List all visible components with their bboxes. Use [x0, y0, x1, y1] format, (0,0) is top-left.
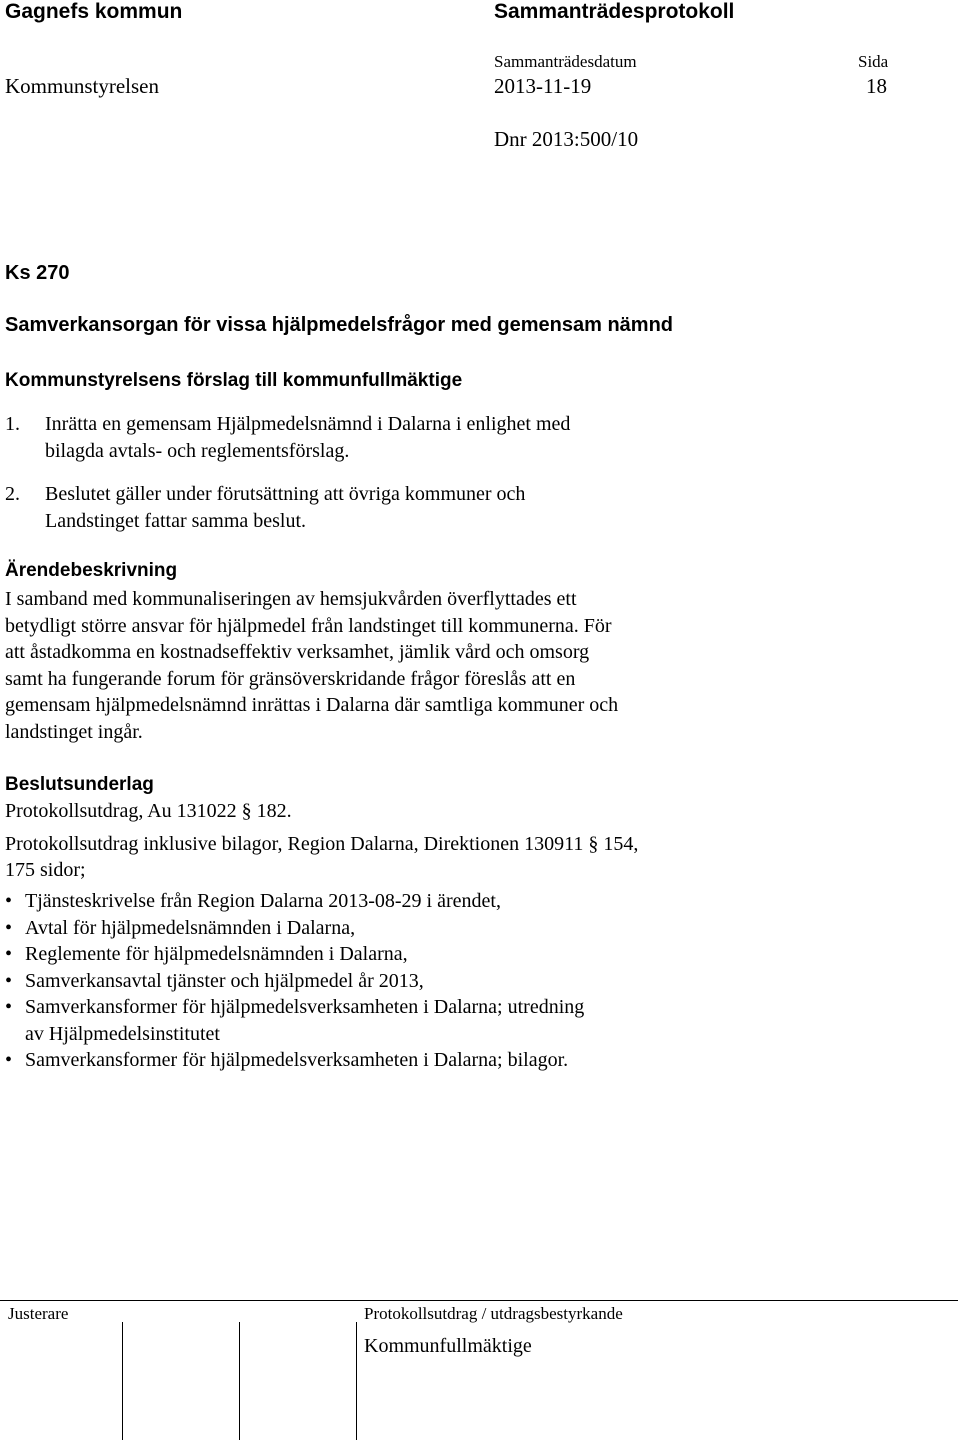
bullet-icon: • [5, 1049, 13, 1071]
description-line: samt ha fungerande forum för gränsöverskridande frågor föreslås att en [5, 667, 576, 690]
attachments-list [5, 888, 584, 1074]
proposal-text-line: bilagda avtals- och reglementsförslag. [45, 440, 350, 462]
list-item [5, 915, 584, 942]
page-label: Sida [858, 52, 889, 71]
bullet-icon: • [5, 916, 13, 939]
diary-number: Dnr 2013:500/10 [494, 127, 639, 151]
basis-line [5, 831, 638, 883]
page-number: 18 [866, 74, 887, 98]
basis-line: Protokollsutdrag, Au 131022 § 182. [5, 800, 292, 822]
basis-heading: Beslutsunderlag [5, 774, 154, 795]
section-title: Samverkansorgan för vissa hjälpmedelsfrågor med gemensam nämnd [5, 314, 674, 336]
signature-box-divider [239, 1322, 240, 1440]
description-heading: Ärendebeskrivning [5, 560, 178, 581]
basis-line-a: Protokollsutdrag inklusive bilagor, Region Dalarna, Direktionen 130911 § 154, [5, 833, 639, 855]
organization-name: Gagnefs kommun [5, 0, 183, 23]
document-type: Sammanträdesprotokoll [494, 0, 735, 23]
signature-box-divider [356, 1322, 357, 1440]
bullet-icon: • [5, 890, 13, 912]
list-item-text: Tjänsteskrivelse från Region Dalarna 2013-08-29 i ärendet, [25, 890, 501, 912]
proposal-text-line: Inrätta en gemensam Hjälpmedelsnämnd i Dalarna i enlighet med [45, 413, 571, 435]
list-item [5, 888, 584, 915]
list-item [5, 1047, 584, 1074]
meeting-date-label: Sammanträdesdatum [494, 52, 637, 71]
extract-label: Protokollsutdrag / utdragsbestyrkande [364, 1304, 623, 1323]
list-item [5, 994, 584, 1047]
basis-line-b: 175 sidor; [5, 859, 86, 881]
list-item-text: Avtal för hjälpmedelsnämnden i Dalarna, [25, 916, 356, 939]
section-id: Ks 270 [5, 262, 70, 284]
description-line: I samband med kommunaliseringen av hemsjukvården överflyttades ett [5, 588, 577, 610]
bullet-icon: • [5, 943, 13, 965]
list-item-text: Samverkansformer för hjälpmedelsverksamheten i Dalarna; bilagor. [25, 1049, 569, 1071]
list-item [5, 968, 584, 995]
proposal-heading: Kommunstyrelsens förslag till kommunfullmäktige [5, 370, 463, 391]
proposal-number: 1. [5, 413, 20, 435]
footer-divider [0, 1300, 958, 1301]
recipient-body: Kommunfullmäktige [364, 1335, 532, 1357]
proposal-text-line: Beslutet gäller under förutsättning att övriga kommuner och [45, 483, 526, 505]
list-item-text-continued: av Hjälpmedelsinstitutet [25, 1022, 220, 1045]
list-item-text: Samverkansformer för hjälpmedelsverksamheten i Dalarna; utredning [25, 996, 585, 1018]
description-line: betydligt större ansvar för hjälpmedel från landstinget till kommunerna. För [5, 614, 612, 637]
list-item-text: Reglemente för hjälpmedelsnämnden i Dalarna, [25, 943, 408, 965]
signature-box-divider [122, 1322, 123, 1440]
list-item-text: Samverkansavtal tjänster och hjälpmedel år 2013, [25, 969, 424, 992]
bullet-icon: • [5, 969, 13, 992]
board-name: Kommunstyrelsen [5, 74, 159, 98]
description-text [5, 586, 745, 745]
list-item [5, 941, 584, 968]
bullet-icon: • [5, 996, 13, 1018]
description-line: landstinget ingår. [5, 720, 143, 743]
description-line: gemensam hjälpmedelsnämnd inrättas i Dalarna där samtliga kommuner och [5, 694, 619, 716]
meeting-date: 2013-11-19 [494, 74, 592, 98]
proposal-text-line: Landstinget fattar samma beslut. [45, 510, 307, 532]
adjusters-label: Justerare [8, 1304, 69, 1323]
proposal-number: 2. [5, 483, 20, 505]
description-line: att åstadkomma en kostnadseffektiv verksamhet, jämlik vård och omsorg [5, 641, 590, 663]
